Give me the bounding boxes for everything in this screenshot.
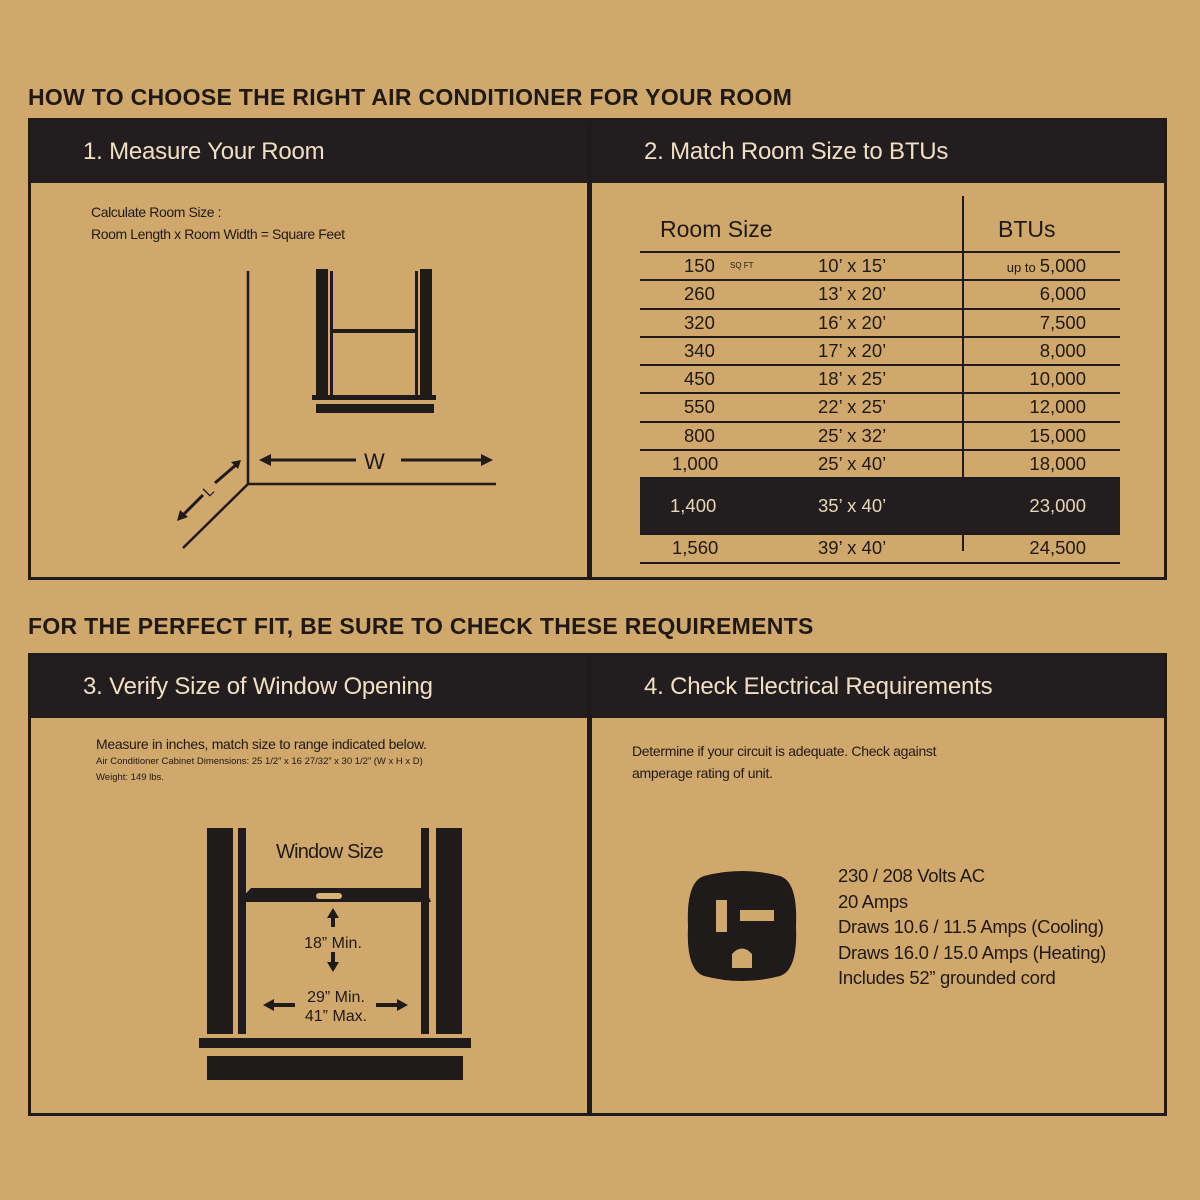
- table-row: 550 22’ x 25’ 12,000: [640, 392, 1120, 420]
- instruction-line-2: amperage rating of unit.: [632, 765, 773, 781]
- formula-line-1: Calculate Room Size :: [91, 204, 222, 220]
- table-row: 450 18’ x 25’ 10,000: [640, 364, 1120, 392]
- panel-title: 2. Match Room Size to BTUs: [592, 121, 1164, 183]
- table-row-highlighted: 1,400 35’ x 40’ 23,000: [640, 477, 1120, 533]
- panel-measure-room: [28, 118, 590, 580]
- unit-weight: Weight: 149 lbs.: [96, 772, 164, 783]
- panel-match-btus: [589, 118, 1167, 580]
- outlet-icon: [686, 868, 798, 984]
- table-row: 260 13’ x 20’ 6,000: [640, 279, 1120, 307]
- table-row: 1,000 25’ x 40’ 18,000: [640, 449, 1120, 477]
- table-row: 150 SQ FT 10’ x 15’ up to 5,000: [640, 251, 1120, 279]
- btu-table-header: [640, 196, 1120, 251]
- section-heading-requirements: FOR THE PERFECT FIT, BE SURE TO CHECK THESE REQUIREMENTS: [28, 613, 814, 639]
- room-diagram: [31, 121, 587, 577]
- cabinet-dimensions: Air Conditioner Cabinet Dimensions: 25 1/2” x 16 27/32” x 30 1/2” (W x H x D): [96, 756, 423, 767]
- panel-title: 1. Measure Your Room: [31, 121, 587, 183]
- table-row: 800 25’ x 32’ 15,000: [640, 421, 1120, 449]
- spec-cord: Includes 52” grounded cord: [838, 967, 1056, 988]
- panel-window-opening: [28, 653, 590, 1116]
- panel-electrical: [589, 653, 1167, 1116]
- width-label: W: [364, 449, 385, 474]
- length-label: L: [199, 482, 218, 501]
- section-heading-choose: HOW TO CHOOSE THE RIGHT AIR CONDITIONER FOR YOUR ROOM: [28, 84, 793, 110]
- panel-title: 3. Verify Size of Window Opening: [31, 656, 587, 718]
- table-row: 1,560 39’ x 40’ 24,500: [640, 533, 1120, 563]
- panel-title: 4. Check Electrical Requirements: [592, 656, 1164, 718]
- spec-heating-draw: Draws 16.0 / 15.0 Amps (Heating): [838, 941, 1107, 963]
- width-max-label: 41” Max.: [304, 1008, 368, 1025]
- btu-table: [640, 196, 1120, 564]
- column-header-room-size: Room Size: [660, 216, 773, 242]
- table-row: 320 16’ x 20’ 7,500: [640, 308, 1120, 336]
- upto-prefix: up to: [1006, 260, 1036, 275]
- formula-line-2: Room Length x Room Width = Square Feet: [91, 226, 345, 242]
- electrical-instructions: [632, 740, 936, 784]
- spec-voltage: 230 / 208 Volts AC: [838, 865, 985, 886]
- table-row: 340 17’ x 20’ 8,000: [640, 336, 1120, 364]
- instruction-line-1: Determine if your circuit is adequate. Check against: [632, 743, 937, 759]
- measure-instruction: Measure in inches, match size to range indicated below.: [96, 736, 427, 752]
- spec-cooling-draw: Draws 10.6 / 11.5 Amps (Cooling): [838, 916, 1104, 937]
- width-min-label: 29” Min.: [307, 989, 365, 1006]
- sqft-unit: SQ FT: [730, 261, 754, 270]
- spec-amps: 20 Amps: [838, 890, 908, 912]
- electrical-specs: [838, 863, 1106, 991]
- height-min-label: 18” Min.: [304, 935, 362, 952]
- window-size-label: Window Size: [276, 841, 383, 863]
- column-header-btus: BTUs: [998, 216, 1056, 242]
- window-diagram: [31, 656, 587, 1113]
